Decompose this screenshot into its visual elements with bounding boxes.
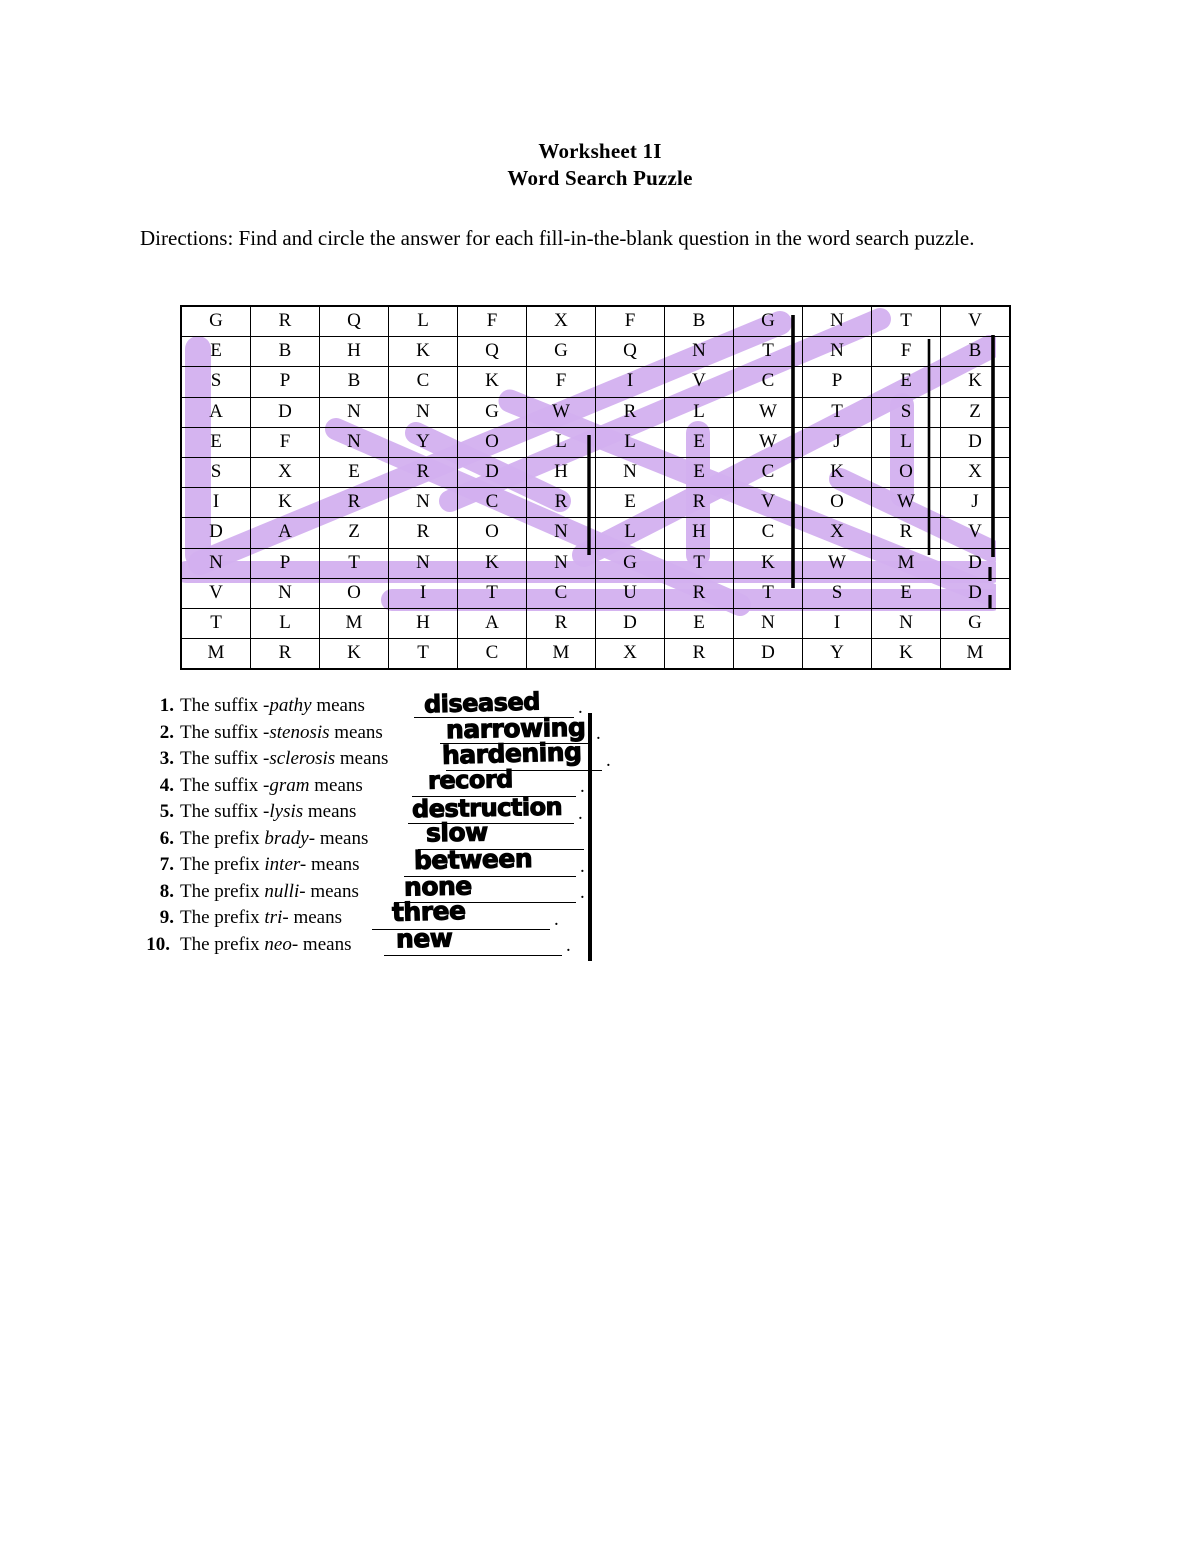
grid-cell[interactable]: C [389, 367, 458, 397]
question-suffix: means [311, 695, 365, 716]
question-suffix: means [305, 880, 359, 902]
grid-cell[interactable]: R [665, 488, 734, 518]
grid-cell[interactable]: G [941, 608, 1011, 638]
grid-cell[interactable]: R [320, 488, 389, 518]
question-prefix: The suffix [180, 748, 264, 769]
grid-cell[interactable]: P [803, 367, 872, 397]
handwritten-answer: none [403, 870, 472, 902]
question-period: . [580, 855, 585, 877]
grid-cell[interactable]: S [803, 578, 872, 608]
grid-cell[interactable]: M [181, 639, 251, 670]
grid-cell[interactable]: H [320, 337, 389, 367]
question-suffix: means [335, 748, 389, 769]
grid-cell[interactable]: X [527, 306, 596, 337]
grid-cell[interactable]: E [872, 367, 941, 397]
grid-cell[interactable]: P [251, 367, 320, 397]
word-search-grid[interactable] [180, 305, 1011, 670]
grid-cell[interactable]: A [458, 608, 527, 638]
question-affix: -stenosis [263, 721, 330, 743]
grid-cell[interactable]: N [320, 397, 389, 427]
question-affix: nulli- [264, 880, 306, 902]
question-prefix: The suffix [180, 801, 264, 822]
grid-cell[interactable]: K [872, 639, 941, 670]
question-period: . [578, 696, 583, 718]
question-affix: -lysis [263, 801, 304, 822]
question-text [180, 907, 342, 929]
grid-cell[interactable]: S [181, 457, 251, 487]
grid-cell[interactable]: G [596, 548, 665, 578]
grid-cell[interactable]: I [596, 367, 665, 397]
question-suffix: means [298, 933, 352, 955]
grid-cell[interactable]: W [803, 548, 872, 578]
grid-cell[interactable]: O [872, 457, 941, 487]
question-list [140, 687, 740, 960]
grid-cell[interactable]: T [389, 639, 458, 670]
grid-cell[interactable]: K [251, 488, 320, 518]
grid-cell[interactable]: E [665, 457, 734, 487]
grid-cell[interactable]: W [872, 488, 941, 518]
handwritten-answer: narrowing [445, 712, 586, 744]
worksheet-title-line-1: Worksheet 1I [538, 139, 662, 163]
grid-cell[interactable]: J [803, 427, 872, 457]
grid-cell[interactable]: C [458, 488, 527, 518]
grid-cell[interactable]: Y [389, 427, 458, 457]
grid-cell[interactable]: Q [458, 337, 527, 367]
grid-cell[interactable]: N [665, 337, 734, 367]
question-period: . [566, 935, 571, 956]
grid-cell[interactable]: R [527, 608, 596, 638]
grid-cell[interactable]: N [320, 427, 389, 457]
grid-cell[interactable]: T [803, 397, 872, 427]
question-suffix: means [309, 774, 363, 796]
grid-row [181, 548, 1010, 578]
question-number: 6. [159, 827, 174, 849]
grid-row [181, 457, 1010, 487]
grid-cell[interactable]: R [665, 578, 734, 608]
grid-cell[interactable]: T [458, 578, 527, 608]
question-suffix: means [303, 801, 357, 822]
grid-cell[interactable]: I [389, 578, 458, 608]
grid-cell[interactable]: F [872, 337, 941, 367]
grid-cell[interactable]: N [803, 337, 872, 367]
grid-cell[interactable]: X [596, 639, 665, 670]
grid-cell[interactable]: X [941, 457, 1011, 487]
grid-cell[interactable]: Y [803, 639, 872, 670]
grid-cell[interactable]: I [181, 488, 251, 518]
grid-cell[interactable]: G [527, 337, 596, 367]
grid-cell[interactable]: N [527, 548, 596, 578]
handwritten-answer: three [391, 896, 466, 927]
grid-row [181, 578, 1010, 608]
question-affix: neo- [264, 933, 299, 955]
grid-cell[interactable]: T [734, 337, 803, 367]
grid-cell[interactable]: P [251, 548, 320, 578]
grid-cell[interactable]: E [665, 427, 734, 457]
grid-cell[interactable]: T [181, 608, 251, 638]
question-period: . [580, 776, 585, 797]
grid-cell[interactable]: L [665, 397, 734, 427]
grid-cell[interactable]: D [941, 578, 1011, 608]
grid-row [181, 518, 1010, 548]
question-suffix: means [329, 721, 383, 743]
grid-cell[interactable]: W [734, 397, 803, 427]
handwritten-answer: destruction [411, 792, 563, 824]
question-prefix: The prefix [180, 880, 265, 902]
grid-cell[interactable]: S [181, 367, 251, 397]
question-number: 3. [159, 748, 174, 769]
grid-row [181, 306, 1010, 337]
question-affix: inter- [264, 854, 307, 875]
grid-cell[interactable]: C [734, 457, 803, 487]
question-prefix: The suffix [180, 695, 264, 716]
question-number: 9. [159, 907, 174, 928]
grid-cell[interactable]: N [527, 518, 596, 548]
grid-cell[interactable]: R [389, 457, 458, 487]
question-item [140, 687, 740, 722]
grid-cell[interactable]: R [251, 306, 320, 337]
question-text [180, 801, 356, 823]
grid-cell[interactable]: E [872, 578, 941, 608]
grid-cell[interactable]: O [320, 578, 389, 608]
grid-cell[interactable]: N [389, 488, 458, 518]
grid-cell[interactable]: K [458, 367, 527, 397]
handwritten-answer: record [427, 764, 514, 795]
question-number: 8. [159, 880, 174, 902]
grid-cell[interactable]: K [458, 548, 527, 578]
grid-row [181, 639, 1010, 670]
question-period: . [580, 882, 585, 903]
question-number: 7. [159, 854, 174, 875]
grid-cell[interactable]: M [941, 639, 1011, 670]
question-text [180, 881, 359, 903]
grid-cell[interactable]: E [665, 608, 734, 638]
grid-cell[interactable]: X [803, 518, 872, 548]
grid-cell[interactable]: D [941, 548, 1011, 578]
grid-cell[interactable]: D [596, 608, 665, 638]
grid-cell[interactable]: F [458, 306, 527, 337]
grid-cell[interactable]: L [251, 608, 320, 638]
grid-cell[interactable]: C [527, 578, 596, 608]
grid-cell[interactable]: G [458, 397, 527, 427]
grid-cell[interactable]: L [596, 427, 665, 457]
grid-cell[interactable]: B [941, 337, 1011, 367]
grid-row [181, 337, 1010, 367]
grid-cell[interactable]: V [665, 367, 734, 397]
grid-cell[interactable]: F [527, 367, 596, 397]
grid-cell[interactable]: Z [941, 397, 1011, 427]
question-affix: brady- [264, 827, 316, 849]
grid-cell[interactable]: T [872, 306, 941, 337]
grid-cell[interactable]: O [458, 427, 527, 457]
grid-cell[interactable]: E [596, 488, 665, 518]
question-item [140, 712, 740, 749]
grid-cell[interactable]: V [734, 488, 803, 518]
question-number: 10. [146, 933, 170, 955]
grid-row [181, 397, 1010, 427]
grid-cell[interactable]: E [181, 337, 251, 367]
grid-cell[interactable]: J [941, 488, 1011, 518]
grid-cell[interactable]: W [527, 397, 596, 427]
grid-cell[interactable]: G [734, 306, 803, 337]
grid-row [181, 488, 1010, 518]
handwritten-answer: slow [425, 816, 488, 848]
grid-cell[interactable]: V [941, 306, 1011, 337]
question-period: . [606, 749, 611, 771]
question-text [180, 775, 363, 797]
grid-cell[interactable]: R [596, 397, 665, 427]
grid-cell[interactable]: A [181, 397, 251, 427]
question-affix: -sclerosis [263, 748, 336, 769]
grid-cell[interactable]: Q [596, 337, 665, 367]
question-affix: -gram [263, 774, 310, 796]
grid-cell[interactable]: D [181, 518, 251, 548]
grid-cell[interactable]: N [872, 608, 941, 638]
grid-cell[interactable]: K [803, 457, 872, 487]
page-title [0, 138, 1200, 192]
grid-cell[interactable]: V [941, 518, 1011, 548]
grid-cell[interactable]: E [320, 457, 389, 487]
directions-text: Directions: Find and circle the answer for each fill-in-the-blank question in the word search puzzle. [140, 226, 975, 250]
grid-cell[interactable]: F [251, 427, 320, 457]
question-number: 2. [159, 721, 174, 743]
question-suffix: means [315, 827, 369, 849]
grid-cell[interactable]: N [596, 457, 665, 487]
question-text [180, 828, 368, 850]
grid-cell[interactable]: N [734, 608, 803, 638]
question-prefix: The prefix [180, 827, 265, 849]
question-text [180, 854, 360, 876]
grid-cell[interactable]: R [665, 639, 734, 670]
grid-cell[interactable]: R [527, 488, 596, 518]
grid-cell[interactable]: N [251, 578, 320, 608]
grid-cell[interactable]: D [458, 457, 527, 487]
grid-cell[interactable]: M [527, 639, 596, 670]
grid-cell[interactable]: L [596, 518, 665, 548]
grid-cell[interactable]: R [251, 639, 320, 670]
grid-row [181, 367, 1010, 397]
grid-cell[interactable]: B [665, 306, 734, 337]
grid-cell[interactable]: W [734, 427, 803, 457]
grid-cell[interactable]: G [181, 306, 251, 337]
grid-cell[interactable]: K [320, 639, 389, 670]
question-text [180, 748, 388, 770]
question-prefix: The prefix [180, 907, 265, 928]
question-period: . [578, 802, 583, 824]
grid-cell[interactable]: D [251, 397, 320, 427]
grid-cell[interactable]: E [181, 427, 251, 457]
grid-cell[interactable]: Q [320, 306, 389, 337]
grid-cell[interactable]: H [527, 457, 596, 487]
worksheet-title-line-2: Word Search Puzzle [507, 165, 693, 190]
grid-cell[interactable]: R [389, 518, 458, 548]
question-text [180, 722, 383, 744]
question-number: 4. [159, 774, 174, 796]
question-prefix: The suffix [180, 774, 264, 796]
grid-cell[interactable]: N [389, 397, 458, 427]
grid-cell[interactable]: K [389, 337, 458, 367]
grid-cell[interactable]: O [803, 488, 872, 518]
grid-cell[interactable]: H [665, 518, 734, 548]
grid-cell[interactable]: M [320, 608, 389, 638]
grid-cell[interactable]: K [941, 367, 1011, 397]
question-suffix: means [306, 854, 360, 875]
grid-cell[interactable]: S [872, 397, 941, 427]
grid-cell[interactable]: H [389, 608, 458, 638]
grid-cell[interactable]: A [251, 518, 320, 548]
grid-cell[interactable]: R [872, 518, 941, 548]
grid-cell[interactable]: Z [320, 518, 389, 548]
grid-cell[interactable]: L [527, 427, 596, 457]
word-search-grid-container [180, 305, 996, 664]
question-text [180, 934, 351, 956]
question-prefix: The prefix [180, 933, 265, 955]
question-number: 5. [159, 801, 174, 822]
pen-vertical-stroke [588, 713, 592, 961]
grid-row [181, 427, 1010, 457]
grid-cell[interactable]: F [596, 306, 665, 337]
grid-cell[interactable]: B [320, 367, 389, 397]
question-affix: -pathy [263, 695, 312, 716]
question-item [140, 923, 740, 961]
grid-cell[interactable]: D [941, 427, 1011, 457]
grid-cell[interactable]: C [734, 518, 803, 548]
grid-cell[interactable]: T [734, 578, 803, 608]
grid-cell[interactable]: O [458, 518, 527, 548]
grid-cell[interactable]: C [734, 367, 803, 397]
grid-cell[interactable]: C [458, 639, 527, 670]
grid-cell[interactable]: I [803, 608, 872, 638]
question-suffix: means [288, 907, 342, 928]
question-prefix: The prefix [180, 854, 265, 875]
grid-row [181, 608, 1010, 638]
question-number: 1. [159, 695, 174, 716]
grid-cell[interactable]: B [251, 337, 320, 367]
question-period: . [554, 908, 559, 930]
grid-cell[interactable]: N [803, 306, 872, 337]
handwritten-answer: hardening [441, 737, 582, 770]
handwritten-answer: new [395, 923, 453, 953]
grid-cell[interactable]: K [734, 548, 803, 578]
question-affix: tri- [264, 907, 289, 928]
grid-cell[interactable]: M [872, 548, 941, 578]
grid-cell[interactable]: L [389, 306, 458, 337]
grid-cell[interactable]: T [665, 548, 734, 578]
grid-cell[interactable]: V [181, 578, 251, 608]
grid-body [181, 306, 1010, 669]
grid-cell[interactable]: D [734, 639, 803, 670]
grid-cell[interactable]: X [251, 457, 320, 487]
grid-cell[interactable]: L [872, 427, 941, 457]
question-prefix: The suffix [180, 721, 264, 743]
handwritten-answer: diseased [423, 687, 541, 719]
question-text [180, 695, 365, 717]
question-period: . [596, 723, 601, 744]
grid-cell[interactable]: T [320, 548, 389, 578]
grid-cell[interactable]: N [389, 548, 458, 578]
grid-cell[interactable]: N [181, 548, 251, 578]
grid-cell[interactable]: U [596, 578, 665, 608]
handwritten-answer: between [413, 843, 533, 876]
